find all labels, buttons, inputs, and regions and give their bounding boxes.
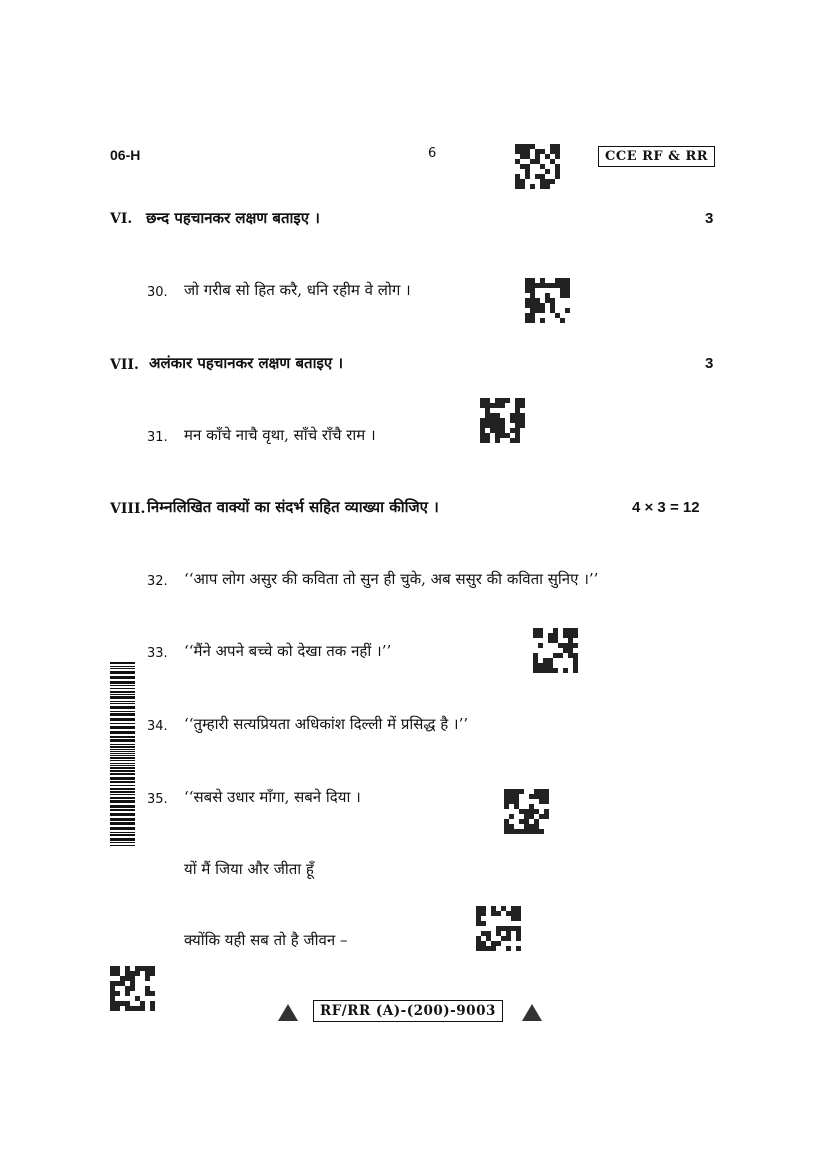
triangle-right-icon (522, 1004, 542, 1021)
qr-code-q31 (480, 398, 525, 443)
question-33-text: ‘‘मैंने अपने बच्चे को देखा तक नहीं ।’’ (184, 642, 392, 660)
footer-code-box: RF/RR (A)-(200)-9003 (313, 1000, 503, 1022)
section-vi-marks: 3 (705, 210, 714, 227)
question-31-text: मन काँचे नाचै वृथा, साँचे राँचै राम । (184, 426, 376, 444)
section-vii-numeral: VII. (110, 357, 139, 373)
section-viii-numeral: VIII. (110, 501, 146, 517)
question-32-number: 32. (147, 574, 168, 589)
page-number: 6 (428, 146, 437, 161)
section-vi-numeral: VI. (110, 211, 133, 227)
section-viii-marks: 4 × 3 = 12 (632, 499, 700, 516)
question-30-text: जो गरीब सो हित करै, धनि रहीम वे लोग । (184, 281, 411, 299)
paper-code: 06-H (110, 147, 141, 163)
section-vii-instruction: अलंकार पहचानकर लक्षण बताइए । (149, 354, 344, 372)
qr-code-footer (110, 966, 155, 1011)
section-vi-instruction: छन्द पहचानकर लक्षण बताइए । (146, 209, 320, 227)
question-34-text: ‘‘तुम्हारी सत्यप्रियता अधिकांश दिल्ली में प्रसिद्ध है ।’’ (184, 715, 469, 733)
question-35-line-3: क्योंकि यही सब तो है जीवन – (184, 931, 348, 949)
question-35-line-2: यों मैं जिया और जीता हूँ (184, 860, 314, 878)
qr-code-q30 (525, 278, 570, 323)
qr-code-q35-lower (476, 906, 521, 951)
question-34-number: 34. (147, 719, 168, 734)
question-35-line-1: ‘‘सबसे उधार माँगा, सबने दिया । (184, 788, 361, 806)
question-30-number: 30. (147, 285, 168, 300)
qr-code-header (515, 144, 560, 189)
question-35-number: 35. (147, 792, 168, 807)
question-32-text: ‘‘आप लोग असुर की कविता तो सुन ही चुके, अब ससुर की कविता सुनिए ।’’ (184, 570, 599, 588)
triangle-left-icon (278, 1004, 298, 1021)
series-box: CCE RF & RR (598, 146, 715, 167)
question-33-number: 33. (147, 646, 168, 661)
qr-code-q35 (504, 789, 549, 834)
question-31-number: 31. (147, 430, 168, 445)
section-vii-marks: 3 (705, 355, 714, 372)
qr-code-q33 (533, 628, 578, 673)
barcode (110, 662, 135, 848)
section-viii-instruction: निम्नलिखित वाक्यों का संदर्भ सहित व्याख्या कीजिए । (147, 498, 439, 516)
